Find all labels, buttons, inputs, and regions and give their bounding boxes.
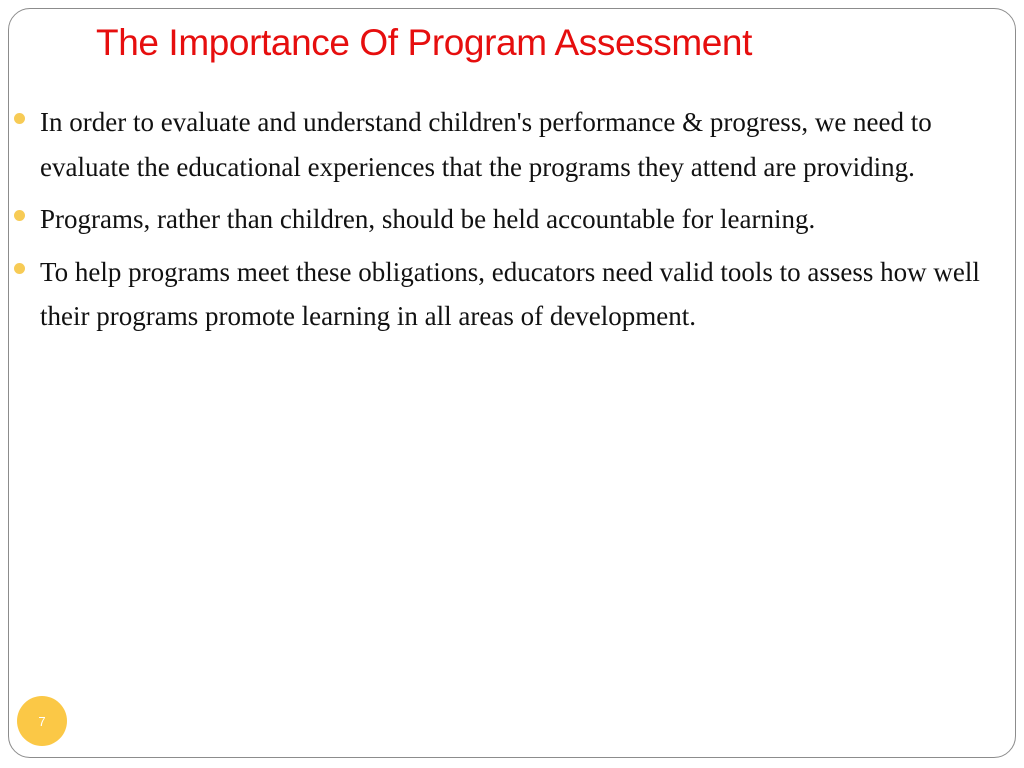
slide-title: The Importance Of Program Assessment [96,22,752,63]
bullet-text: Programs, rather than children, should be held accountable for learning. [40,204,816,234]
bullet-text: In order to evaluate and understand children's performance & progress, we need to evaluate the educational experiences that the programs they attend are providing. [40,107,932,182]
bullet-dot-icon [14,263,25,274]
bullet-list [40,100,1008,347]
page-number-badge [17,696,67,746]
bullet-item [40,250,1008,339]
page-number: 7 [38,713,46,729]
bullet-dot-icon [14,210,25,221]
bullet-item [40,100,1008,189]
bullet-text: To help programs meet these obligations, educators need valid tools to assess how well their programs promote learning in all areas of development. [40,256,980,331]
bullet-dot-icon [14,113,25,124]
bullet-item [40,197,1008,242]
